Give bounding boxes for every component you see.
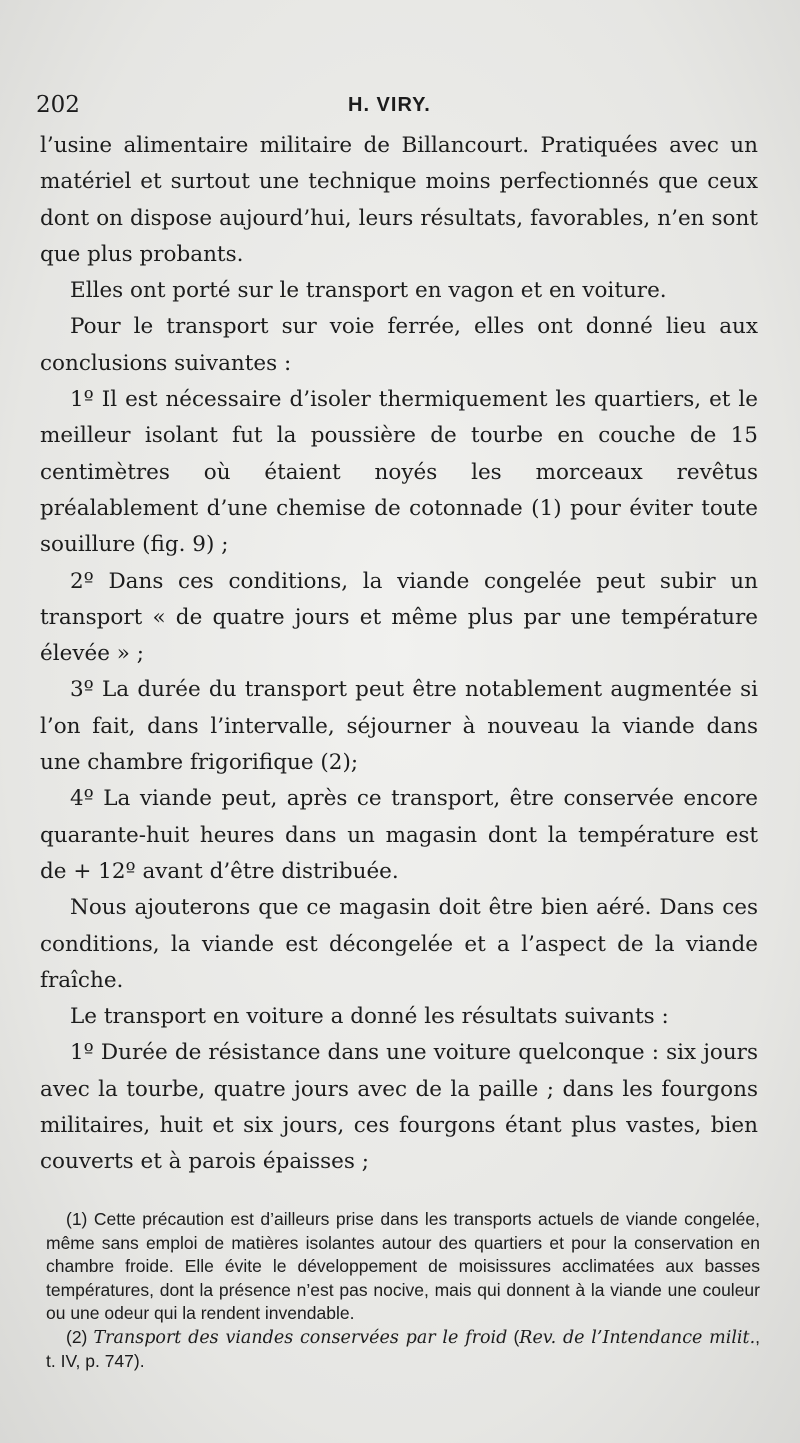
list-item: 2º Dans ces conditions, la viande congelée peut subir un transport « de quatre jours et même plus par une température élevée » ;	[40, 568, 758, 667]
footnote-marker: (2)	[66, 1326, 88, 1347]
list-item: 1º Il est nécessaire d’isoler thermiquement les quartiers, et le meilleur isolant fut la poussière de tourbe en couche de 15 centimètres où étaient noyés les morceaux revêtus préalablement d’une chemise de cotonnade (1) pour éviter toute souillure (fig. 9) ;	[40, 387, 758, 558]
footnote-reference: , t. IV, p. 747).	[46, 1326, 761, 1371]
footnote-title: Transport des viandes conservées par le froid	[93, 1327, 508, 1348]
page-header	[36, 92, 756, 122]
list-item: 3º La durée du transport peut être notablement augmentée si l’on fait, dans l’intervalle, séjourner à nouveau la viande dans une chambre frigorifique (2);	[40, 677, 758, 776]
running-head: H. VIRY.	[348, 94, 431, 116]
paragraph: Le transport en voiture a donné les résultats suivants :	[70, 1004, 669, 1030]
paragraph: l’usine alimentaire militaire de Billancourt. Pratiquées avec un matériel et surtout une technique moins perfectionnés que ceux dont on dispose aujourd’hui, leurs résultats, favorables, n’en sont que plus probants.	[40, 133, 758, 267]
list-item: 1º Durée de résistance dans une voiture quelconque : six jours avec la tourbe, quatre jours avec de la paille ; dans les fourgons militaires, huit et six jours, ces fourgons étant plus vastes, bien couverts et à parois épaisses ;	[40, 1040, 758, 1175]
paragraph: Pour le transport sur voie ferrée, elles ont donné lieu aux conclusions suivantes :	[40, 314, 758, 376]
main-text	[40, 128, 758, 1181]
footnote-journal: Rev. de l’Intendance milit.	[519, 1327, 756, 1348]
footnote-paren: (	[513, 1326, 520, 1347]
footnotes	[46, 1208, 760, 1374]
list-item: 4º La viande peut, après ce transport, être conservée encore quarante-huit heures dans un magasin dont la température est de + 12º avant d’être distribuée.	[40, 786, 758, 884]
page-number: 202	[36, 92, 80, 118]
footnote	[46, 1326, 760, 1374]
paragraph: Nous ajouterons que ce magasin doit être bien aéré. Dans ces conditions, la viande est décongelée et a l’aspect de la viande fraîche.	[40, 895, 758, 993]
footnote: (1) Cette précaution est d’ailleurs prise dans les transports actuels de viande congelée, même sans emploi de matières isolantes autour des quartiers et pour la conservation en chambre froide. Elle évite le développement de moisissures acclimatées aux basses températures, dont la présence n’est pas nocive, mais qui donnent à la viande une couleur ou une odeur qui la rendent invendable.	[46, 1209, 760, 1323]
paragraph: Elles ont porté sur le transport en vagon et en voiture.	[70, 278, 667, 304]
